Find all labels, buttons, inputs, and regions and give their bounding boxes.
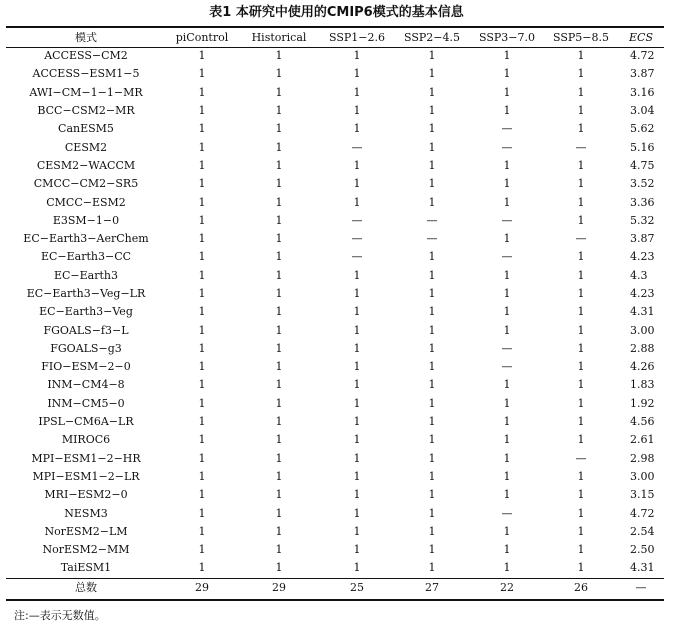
cell-ecs: 2.54 bbox=[630, 524, 655, 538]
cell-ssp126: 1 bbox=[353, 305, 361, 319]
cell-historical: 1 bbox=[275, 158, 283, 172]
total-ssp126: 25 bbox=[350, 580, 364, 594]
cmip6-model-table bbox=[6, 28, 664, 598]
cell-picontrol: 1 bbox=[198, 396, 206, 410]
cell-ecs: 4.72 bbox=[630, 49, 655, 63]
cell-ecs: 2.61 bbox=[630, 433, 655, 447]
cell-ssp126: 1 bbox=[353, 49, 361, 63]
cell-picontrol: 1 bbox=[198, 543, 206, 557]
cell-ssp585: 1 bbox=[577, 85, 585, 99]
cell-ssp585: 1 bbox=[577, 177, 585, 191]
cell-ecs: 4.72 bbox=[630, 506, 655, 520]
cell-historical: 1 bbox=[275, 451, 283, 465]
cell-ssp126: — bbox=[351, 232, 363, 246]
bottom-rule bbox=[6, 599, 664, 601]
cell-picontrol: 1 bbox=[198, 85, 206, 99]
cell-picontrol: 1 bbox=[198, 232, 206, 246]
cell-ssp126: — bbox=[351, 213, 363, 227]
cell-ssp370: — bbox=[501, 341, 513, 355]
total-rule bbox=[6, 578, 664, 579]
cell-ssp585: 1 bbox=[577, 67, 585, 81]
cell-picontrol: 1 bbox=[198, 488, 206, 502]
cell-historical: 1 bbox=[275, 287, 283, 300]
cell-ssp585: 1 bbox=[577, 488, 585, 502]
cell-model: CMCC−CM2−SR5 bbox=[33, 177, 139, 191]
cell-historical: 1 bbox=[275, 396, 283, 410]
table-row bbox=[6, 559, 664, 577]
cell-ssp370: — bbox=[501, 140, 513, 154]
cell-ssp370: 1 bbox=[503, 488, 511, 502]
cell-ecs: 2.50 bbox=[630, 543, 655, 557]
cell-model: CanESM5 bbox=[58, 122, 114, 136]
cell-ssp585: 1 bbox=[577, 195, 585, 209]
cell-historical: 1 bbox=[275, 341, 283, 355]
cell-ssp370: 1 bbox=[503, 396, 511, 410]
cell-picontrol: 1 bbox=[198, 524, 206, 538]
total-historical: 29 bbox=[272, 580, 286, 594]
cell-historical: 1 bbox=[275, 506, 283, 520]
table-row bbox=[6, 285, 664, 303]
cell-model: EC−Earth3 bbox=[53, 268, 118, 282]
cell-historical: 1 bbox=[275, 433, 283, 447]
cell-ssp370: 1 bbox=[503, 195, 511, 209]
cell-ssp585: 1 bbox=[577, 524, 585, 538]
cell-historical: 1 bbox=[275, 415, 283, 429]
cell-ecs: 4.26 bbox=[630, 360, 655, 374]
cell-historical: 1 bbox=[275, 195, 283, 209]
total-ssp585: 26 bbox=[574, 580, 588, 594]
cell-ssp370: 1 bbox=[503, 323, 511, 337]
cell-ssp370: 1 bbox=[503, 177, 511, 191]
cell-historical: 1 bbox=[275, 250, 283, 264]
cell-ecs: 3.87 bbox=[630, 67, 655, 81]
header-ssp585: SSP5−8.5 bbox=[553, 30, 609, 44]
cell-picontrol: 1 bbox=[198, 104, 206, 118]
cell-historical: 1 bbox=[275, 268, 283, 282]
table-row bbox=[6, 358, 664, 376]
cell-ssp370: 1 bbox=[503, 49, 511, 63]
table-note: 注:—表示无数值。 bbox=[14, 609, 106, 622]
cell-ssp370: 1 bbox=[503, 561, 511, 575]
cell-ssp585: 1 bbox=[577, 305, 585, 319]
cell-ssp245: — bbox=[426, 213, 438, 227]
cell-ssp585: — bbox=[575, 232, 587, 246]
table-row bbox=[6, 230, 664, 248]
cell-ecs: 2.98 bbox=[630, 451, 655, 465]
table-row bbox=[6, 102, 664, 120]
table-row bbox=[6, 248, 664, 266]
cell-picontrol: 1 bbox=[198, 287, 206, 300]
table-caption: 表1 本研究中使用的CMIP6模式的基本信息 bbox=[209, 5, 464, 20]
cell-model: NorESM2−LM bbox=[44, 524, 128, 538]
cell-model: EC−Earth3−Veg bbox=[39, 305, 133, 319]
cell-ecs: 1.92 bbox=[630, 396, 655, 410]
cell-ssp245: 1 bbox=[428, 67, 436, 81]
cell-ssp245: 1 bbox=[428, 433, 436, 447]
cell-ssp370: 1 bbox=[503, 378, 511, 392]
cell-ssp370: 1 bbox=[503, 433, 511, 447]
cell-ssp126: 1 bbox=[353, 561, 361, 575]
cell-ssp245: 1 bbox=[428, 122, 436, 136]
header-ssp126: SSP1−2.6 bbox=[329, 30, 385, 44]
cell-historical: 1 bbox=[275, 232, 283, 246]
table-row bbox=[6, 413, 664, 431]
cell-ssp126: 1 bbox=[353, 524, 361, 538]
cell-ssp126: 1 bbox=[353, 323, 361, 337]
total-ssp245: 27 bbox=[425, 580, 439, 594]
cell-ssp245: 1 bbox=[428, 85, 436, 99]
table-row bbox=[6, 47, 664, 65]
table-row bbox=[6, 523, 664, 541]
cell-model: BCC−CSM2−MR bbox=[37, 104, 135, 118]
cell-ssp126: 1 bbox=[353, 543, 361, 557]
cell-ssp245: 1 bbox=[428, 158, 436, 172]
table-row bbox=[6, 212, 664, 230]
cell-ecs: 3.15 bbox=[630, 488, 655, 502]
cell-ssp126: 1 bbox=[353, 341, 361, 355]
table-row bbox=[6, 340, 664, 358]
cell-ssp126: 1 bbox=[353, 378, 361, 392]
cell-ssp585: 1 bbox=[577, 268, 585, 282]
cell-picontrol: 1 bbox=[198, 49, 206, 63]
cell-model: INM−CM4−8 bbox=[47, 378, 125, 392]
cell-ssp370: — bbox=[501, 122, 513, 136]
cell-picontrol: 1 bbox=[198, 378, 206, 392]
cell-ecs: 5.16 bbox=[630, 140, 655, 154]
cell-ssp370: 1 bbox=[503, 469, 511, 483]
cell-ssp585: 1 bbox=[577, 158, 585, 172]
cell-ssp370: 1 bbox=[503, 104, 511, 118]
cell-historical: 1 bbox=[275, 360, 283, 374]
cell-ssp245: 1 bbox=[428, 140, 436, 154]
cell-ssp245: 1 bbox=[428, 488, 436, 502]
cell-picontrol: 1 bbox=[198, 305, 206, 319]
cell-ecs: 4.75 bbox=[630, 158, 655, 172]
cell-ssp126: 1 bbox=[353, 85, 361, 99]
cell-ssp585: 1 bbox=[577, 543, 585, 557]
cell-model: FGOALS−g3 bbox=[50, 341, 122, 355]
header-ssp245: SSP2−4.5 bbox=[404, 30, 460, 44]
cell-ssp370: 1 bbox=[503, 232, 511, 246]
cell-ecs: 3.87 bbox=[630, 232, 655, 246]
total-picontrol: 29 bbox=[195, 580, 209, 594]
cell-ssp370: 1 bbox=[503, 158, 511, 172]
cell-picontrol: 1 bbox=[198, 177, 206, 191]
cell-ssp370: 1 bbox=[503, 451, 511, 465]
header-ssp370: SSP3−7.0 bbox=[479, 30, 535, 44]
cell-picontrol: 1 bbox=[198, 268, 206, 282]
header-historical: Historical bbox=[251, 30, 307, 44]
header-row bbox=[6, 28, 664, 47]
cell-ssp585: — bbox=[575, 140, 587, 154]
cell-ecs: 3.00 bbox=[630, 323, 655, 337]
cell-historical: 1 bbox=[275, 49, 283, 63]
cell-historical: 1 bbox=[275, 177, 283, 191]
cell-picontrol: 1 bbox=[198, 341, 206, 355]
cell-ssp370: 1 bbox=[503, 85, 511, 99]
cell-model: TaiESM1 bbox=[60, 561, 112, 575]
cell-ssp585: 1 bbox=[577, 396, 585, 410]
cell-ssp370: — bbox=[501, 250, 513, 264]
cell-picontrol: 1 bbox=[198, 195, 206, 209]
cell-ssp245: 1 bbox=[428, 451, 436, 465]
table-row bbox=[6, 486, 664, 504]
cell-model: ACCESS−CM2 bbox=[44, 49, 128, 63]
cell-historical: 1 bbox=[275, 323, 283, 337]
cell-ecs: 4.3 bbox=[630, 268, 648, 282]
cell-ssp245: 1 bbox=[428, 250, 436, 264]
total-ecs: — bbox=[635, 580, 647, 594]
table-row bbox=[6, 267, 664, 285]
cell-picontrol: 1 bbox=[198, 451, 206, 465]
cell-ssp126: — bbox=[351, 140, 363, 154]
cell-ssp370: 1 bbox=[503, 67, 511, 81]
table-row bbox=[6, 321, 664, 339]
cell-ecs: 4.23 bbox=[630, 250, 655, 264]
cell-ssp245: 1 bbox=[428, 323, 436, 337]
cell-model: AWI−CM−1−1−MR bbox=[29, 85, 143, 99]
cell-ssp370: 1 bbox=[503, 524, 511, 538]
cell-model: NorESM2−MM bbox=[42, 543, 130, 557]
cell-ssp245: 1 bbox=[428, 341, 436, 355]
cell-model: CESM2 bbox=[64, 140, 108, 154]
cell-ssp370: 1 bbox=[503, 543, 511, 557]
cell-ssp245: 1 bbox=[428, 268, 436, 282]
cell-picontrol: 1 bbox=[198, 213, 206, 227]
header-rule bbox=[6, 47, 664, 48]
table-row bbox=[6, 138, 664, 156]
cell-picontrol: 1 bbox=[198, 561, 206, 575]
cell-historical: 1 bbox=[275, 543, 283, 557]
cell-historical: 1 bbox=[275, 561, 283, 575]
cell-ssp585: 1 bbox=[577, 104, 585, 118]
cell-ecs: 4.23 bbox=[630, 287, 655, 300]
cell-ssp126: 1 bbox=[353, 287, 361, 300]
cell-model: MPI−ESM1−2−LR bbox=[32, 469, 140, 483]
cell-ssp245: 1 bbox=[428, 305, 436, 319]
cell-ecs: 5.32 bbox=[630, 213, 655, 227]
table-row bbox=[6, 450, 664, 468]
cell-historical: 1 bbox=[275, 85, 283, 99]
table-row bbox=[6, 193, 664, 211]
table-row bbox=[6, 395, 664, 413]
cell-ssp245: 1 bbox=[428, 378, 436, 392]
cell-ssp126: 1 bbox=[353, 415, 361, 429]
cell-picontrol: 1 bbox=[198, 67, 206, 81]
cell-ssp245: 1 bbox=[428, 506, 436, 520]
cell-ssp585: 1 bbox=[577, 250, 585, 264]
cell-ssp126: 1 bbox=[353, 177, 361, 191]
cell-model: ACCESS−ESM1−5 bbox=[32, 67, 140, 81]
cell-ssp126: 1 bbox=[353, 104, 361, 118]
header-picontrol: piControl bbox=[175, 30, 229, 44]
cell-ssp245: 1 bbox=[428, 524, 436, 538]
cell-ecs: 1.83 bbox=[630, 378, 655, 392]
cell-ssp126: 1 bbox=[353, 195, 361, 209]
cell-historical: 1 bbox=[275, 488, 283, 502]
cell-historical: 1 bbox=[275, 469, 283, 483]
cell-ecs: 3.36 bbox=[630, 195, 655, 209]
cell-historical: 1 bbox=[275, 104, 283, 118]
table-row bbox=[6, 84, 664, 102]
cell-picontrol: 1 bbox=[198, 323, 206, 337]
cell-ssp126: 1 bbox=[353, 158, 361, 172]
cell-ssp585: 1 bbox=[577, 469, 585, 483]
cell-model: EC−Earth3−Veg−LR bbox=[26, 287, 146, 300]
cell-ssp245: 1 bbox=[428, 469, 436, 483]
table-row bbox=[6, 120, 664, 138]
cell-ssp370: — bbox=[501, 360, 513, 374]
cell-ecs: 4.31 bbox=[630, 305, 655, 319]
cell-historical: 1 bbox=[275, 378, 283, 392]
cell-ssp126: 1 bbox=[353, 67, 361, 81]
cell-model: IPSL−CM6A−LR bbox=[38, 415, 134, 429]
cell-model: NESM3 bbox=[64, 506, 108, 520]
cell-model: EC−Earth3−AerChem bbox=[23, 232, 149, 246]
cell-ssp585: 1 bbox=[577, 415, 585, 429]
cell-ssp585: 1 bbox=[577, 122, 585, 136]
cell-ssp245: — bbox=[426, 232, 438, 246]
cell-ssp126: 1 bbox=[353, 360, 361, 374]
cell-ecs: 4.31 bbox=[630, 561, 655, 575]
cell-model: E3SM−1−0 bbox=[52, 213, 120, 227]
cell-ssp585: — bbox=[575, 451, 587, 465]
table-row bbox=[6, 303, 664, 321]
cell-ssp126: 1 bbox=[353, 122, 361, 136]
cell-model: INM−CM5−0 bbox=[47, 396, 125, 410]
table-row bbox=[6, 468, 664, 486]
cell-picontrol: 1 bbox=[198, 433, 206, 447]
cell-picontrol: 1 bbox=[198, 506, 206, 520]
cell-ssp126: 1 bbox=[353, 396, 361, 410]
cell-model: EC−Earth3−CC bbox=[40, 250, 132, 264]
table-row bbox=[6, 157, 664, 175]
cell-ssp370: 1 bbox=[503, 268, 511, 282]
cell-picontrol: 1 bbox=[198, 360, 206, 374]
cell-ssp585: 1 bbox=[577, 433, 585, 447]
cell-model: MIROC6 bbox=[61, 433, 111, 447]
cell-ssp585: 1 bbox=[577, 561, 585, 575]
cell-ssp245: 1 bbox=[428, 415, 436, 429]
cell-historical: 1 bbox=[275, 67, 283, 81]
cell-ssp126: — bbox=[351, 250, 363, 264]
total-row bbox=[6, 578, 664, 598]
cell-ssp245: 1 bbox=[428, 177, 436, 191]
header-ecs: ECS bbox=[629, 30, 653, 44]
cell-model: MPI−ESM1−2−HR bbox=[31, 451, 141, 465]
cell-model: CMCC−ESM2 bbox=[46, 195, 126, 209]
cell-historical: 1 bbox=[275, 305, 283, 319]
table-row bbox=[6, 504, 664, 522]
table-row bbox=[6, 65, 664, 83]
cell-ecs: 3.04 bbox=[630, 104, 655, 118]
cell-picontrol: 1 bbox=[198, 122, 206, 136]
cell-ecs: 3.52 bbox=[630, 177, 655, 191]
cell-ssp585: 1 bbox=[577, 287, 585, 300]
cell-ssp585: 1 bbox=[577, 323, 585, 337]
cell-ssp245: 1 bbox=[428, 287, 436, 300]
cell-ssp245: 1 bbox=[428, 104, 436, 118]
total-ssp370: 22 bbox=[500, 580, 514, 594]
cell-ssp126: 1 bbox=[353, 506, 361, 520]
cell-ssp370: — bbox=[501, 506, 513, 520]
cell-ssp245: 1 bbox=[428, 49, 436, 63]
cell-ecs: 5.62 bbox=[630, 122, 655, 136]
cell-ssp370: 1 bbox=[503, 287, 511, 300]
cell-ssp585: 1 bbox=[577, 213, 585, 227]
cell-ssp245: 1 bbox=[428, 396, 436, 410]
table-row bbox=[6, 431, 664, 449]
cell-ssp585: 1 bbox=[577, 49, 585, 63]
cell-ssp245: 1 bbox=[428, 561, 436, 575]
cell-historical: 1 bbox=[275, 122, 283, 136]
header-model: 模式 bbox=[75, 30, 97, 44]
cell-ecs: 4.56 bbox=[630, 415, 655, 429]
cell-ssp245: 1 bbox=[428, 543, 436, 557]
cell-ssp245: 1 bbox=[428, 360, 436, 374]
cell-ssp126: 1 bbox=[353, 433, 361, 447]
cell-model: FGOALS−f3−L bbox=[43, 323, 129, 337]
cell-picontrol: 1 bbox=[198, 140, 206, 154]
cell-picontrol: 1 bbox=[198, 250, 206, 264]
cell-historical: 1 bbox=[275, 524, 283, 538]
cell-ecs: 3.16 bbox=[630, 85, 655, 99]
cell-model: MRI−ESM2−0 bbox=[44, 488, 128, 502]
cell-picontrol: 1 bbox=[198, 415, 206, 429]
cell-ssp126: 1 bbox=[353, 469, 361, 483]
cell-ssp126: 1 bbox=[353, 268, 361, 282]
table-row bbox=[6, 376, 664, 394]
cell-picontrol: 1 bbox=[198, 469, 206, 483]
table-body bbox=[6, 47, 664, 578]
cell-ssp126: 1 bbox=[353, 451, 361, 465]
cell-ssp245: 1 bbox=[428, 195, 436, 209]
cell-model: CESM2−WACCM bbox=[36, 158, 136, 172]
cell-ssp370: — bbox=[501, 213, 513, 227]
cell-historical: 1 bbox=[275, 140, 283, 154]
cell-ssp585: 1 bbox=[577, 341, 585, 355]
cell-ssp585: 1 bbox=[577, 360, 585, 374]
cell-model: FIO−ESM−2−0 bbox=[41, 360, 131, 374]
cell-ssp370: 1 bbox=[503, 415, 511, 429]
cell-ecs: 3.00 bbox=[630, 469, 655, 483]
cell-ssp126: 1 bbox=[353, 488, 361, 502]
cell-historical: 1 bbox=[275, 213, 283, 227]
table-row bbox=[6, 541, 664, 559]
table-row bbox=[6, 175, 664, 193]
cell-ssp585: 1 bbox=[577, 506, 585, 520]
cell-picontrol: 1 bbox=[198, 158, 206, 172]
cell-ssp370: 1 bbox=[503, 305, 511, 319]
total-label: 总数 bbox=[75, 580, 97, 594]
cell-ecs: 2.88 bbox=[630, 341, 655, 355]
cell-ssp585: 1 bbox=[577, 378, 585, 392]
